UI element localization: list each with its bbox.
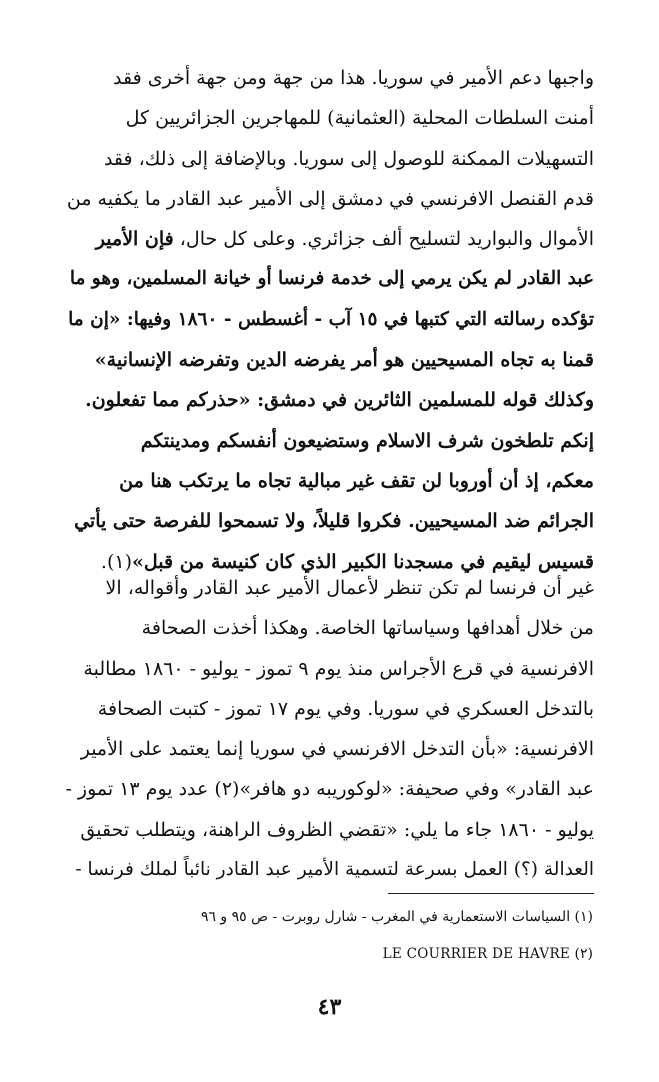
text-segment: غير أن فرنسا لم تكن تنظر لأعمال الأمير عبد القادر وأقواله، الا <box>105 577 594 599</box>
text-segment: فإن الأمير <box>95 228 174 251</box>
text-segment: التسهيلات الممكنة للوصول إلى سوريا. وبالإضافة إلى ذلك، فقد <box>103 147 594 170</box>
text-segment: واجبها دعم الأمير في سوريا. هذا من جهة ومن جهة أخرى فقد <box>113 67 594 89</box>
footnote-2-text: LE COURRIER DE HAVRE <box>382 946 571 962</box>
text-line <box>64 689 594 729</box>
text-segment: من خلال أهدافها وسياساتها الخاصة. وهكذا أخذت الصحافة <box>141 617 594 640</box>
text-line <box>64 501 594 541</box>
text-line <box>64 98 594 138</box>
text-segment: قسيس ليقيم في مسجدنا الكبير الذي كان كنيسة من قبل» <box>132 550 594 573</box>
text-line <box>64 259 594 299</box>
text-line <box>64 340 594 380</box>
text-line <box>64 461 594 501</box>
paragraph-1 <box>64 58 594 582</box>
text-segment: «إن ما <box>68 308 121 330</box>
text-segment: أمنت السلطات المحلية (العثمانية) للمهاجرين الجزائريين كل <box>125 107 594 130</box>
text-segment: الأموال والبواريد لتسليح ألف جزائري. وعلى كل حال، <box>173 228 594 251</box>
footnote-1: (١) السياسات الاستعمارية في المغرب - شارل روبرت - ص ٩٥ و ٩٦ <box>200 909 593 925</box>
footnote-2-marker: (٢) <box>574 946 593 962</box>
text-segment: الجرائم ضد المسيحيين. فكروا قليلاً، ولا تسمحوا للفرصة حتى يأتي <box>74 510 594 533</box>
text-segment: بالتدخل العسكري في سوريا. وفي يوم ١٧ تموز - كتبت الصحافة <box>97 697 594 720</box>
text-segment: عبد القادر لم يكن يرمي إلى خدمة فرنسا أو خيانة المسلمين، وهو ما <box>69 268 594 290</box>
text-segment: قمنا به تجاه المسيحيين هو أمر يفرضه الدين وتفرضه الإنسانية» <box>94 349 594 372</box>
text-segment: معكم، إذ أن أوروبا لن تقف غير مبالية تجاه ما يرتكب هنا من <box>119 469 594 492</box>
text-line <box>64 380 594 420</box>
text-segment: إنكم تلطخون شرف الاسلام وستضيعون أنفسكم ومدينتكم <box>140 429 594 452</box>
text-line <box>64 139 594 179</box>
text-segment: العدالة (؟) العمل بسرعة لتسمية الأمير عبد القادر نائباً لملك فرنسا - <box>75 859 594 881</box>
text-line <box>64 58 594 98</box>
text-line <box>64 810 594 850</box>
text-segment: الافرنسية: «بأن التدخل الافرنسي في سوريا إنما يعتمد على الأمير <box>80 738 594 761</box>
text-line <box>64 568 594 608</box>
text-segment: عبد القادر» وفي صحيفة: «لوكوريبه دو هافر»(٢) عدد يوم ١٣ تموز - <box>65 778 594 801</box>
text-segment: قدم القنصل الافرنسي في دمشق إلى الأمير عبد القادر ما يكفيه من <box>66 187 594 210</box>
text-line <box>64 729 594 769</box>
page-number: ٤٣ <box>317 994 342 1020</box>
text-line <box>64 421 594 461</box>
paragraph-2 <box>64 568 594 890</box>
text-segment: وكذلك قوله للمسلمين الثائرين في دمشق: <box>250 389 594 412</box>
text-segment: تؤكده رسالته التي كتبها في ١٥ آب - أغسطس - ١٨٦٠ وفيها: <box>120 308 594 330</box>
text-line <box>64 608 594 648</box>
text-line <box>64 769 594 809</box>
text-line <box>64 219 594 259</box>
text-line <box>64 850 594 890</box>
text-segment: الافرنسية في قرع الأجراس منذ يوم ٩ تموز - يوليو - ١٨٦٠ مطالبة <box>83 657 594 680</box>
footnote-2 <box>73 946 593 962</box>
text-segment: «حذركم مما تفعلون. <box>85 389 251 412</box>
text-segment: (١). <box>100 550 133 573</box>
footnote-separator <box>388 893 594 894</box>
text-line <box>64 649 594 689</box>
text-segment: يوليو - ١٨٦٠ جاء ما يلي: «تقضي الظروف الراهنة، ويتطلب تحقيق <box>80 818 594 841</box>
text-line <box>64 300 594 340</box>
text-line <box>64 179 594 219</box>
